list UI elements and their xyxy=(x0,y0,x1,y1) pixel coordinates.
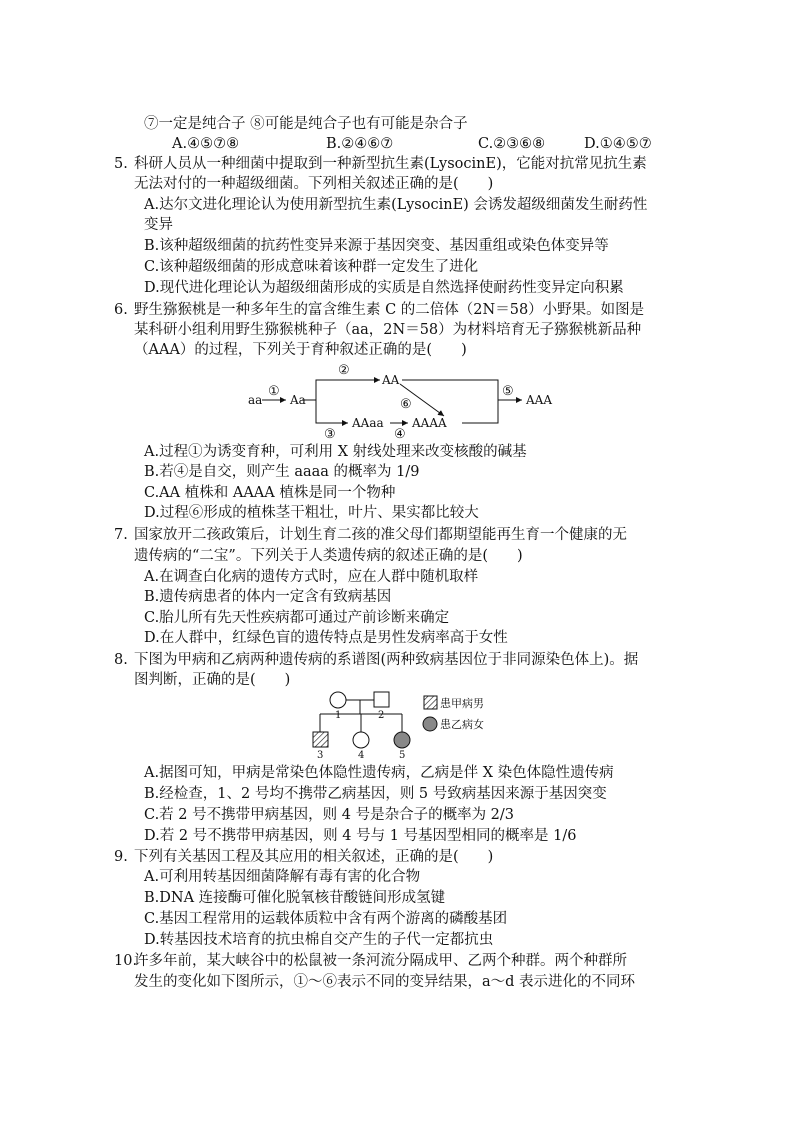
step-2-label: ② xyxy=(338,363,350,378)
arrow-2 xyxy=(302,380,380,400)
step-3-label: ③ xyxy=(324,427,336,440)
genotype-AAA: AAA xyxy=(526,393,552,407)
q9-number: 9. xyxy=(114,849,128,865)
q7-option-d: D.在人群中，红绿色盲的遗传特点是男性发病率高于女性 xyxy=(144,630,508,646)
label-4: 4 xyxy=(358,750,365,758)
legend-gray-circle xyxy=(423,717,437,731)
legend-female-label: 患乙病女 xyxy=(440,718,484,731)
q4-option-b: B.②④⑥⑦ xyxy=(326,136,394,152)
q6-option-d: D.过程⑥形成的植株茎干粗壮，叶片、果实都比较大 xyxy=(144,505,479,521)
q7-option-c: C.胎儿所有先天性疾病都可通过产前诊断来确定 xyxy=(144,610,450,626)
q7-stem-2: 遗传病的“二宝”。下列关于人类遗传病的叙述正确的是( ) xyxy=(134,548,523,564)
q10-stem-1: 许多年前，某大峡谷中的松鼠被一条河流分隔成甲、乙两个种群。两个种群所 xyxy=(134,953,627,969)
q9-option-a: A.可利用转基因细菌降解有毒有害的化合物 xyxy=(144,869,421,885)
q4-option-d: D.①④⑤⑦ xyxy=(584,136,652,152)
legend-hatched-square xyxy=(424,696,437,709)
q7-number: 7. xyxy=(114,527,128,543)
legend-male-label: 患甲病男 xyxy=(440,697,484,710)
individual-2-male xyxy=(374,692,389,707)
q6-stem-1: 野生猕猴桃是一种多年生的富含维生素 C 的二倍体（2N＝58）小野果。如图是 xyxy=(134,302,645,318)
step-4-label: ④ xyxy=(394,427,406,440)
breeding-flow-diagram xyxy=(240,360,560,440)
genotype-AA: AA xyxy=(382,373,400,387)
q4-option-a: A.④⑤⑦⑧ xyxy=(172,136,240,152)
q6-option-c: C.AA 植株和 AAAA 植株是同一个物种 xyxy=(144,485,396,501)
q5-option-d: D.现代进化理论认为超级细菌形成的实质是自然选择使耐药性变异定向积累 xyxy=(144,280,624,296)
arrow-3 xyxy=(316,400,348,423)
q7-option-a: A.在调查白化病的遗传方式时，应在人群中随机取样 xyxy=(144,569,479,585)
q8-option-b: B.经检查，1、2 号均不携带乙病基因，则 5 号致病基因来源于基因突变 xyxy=(144,786,607,802)
genotype-Aa: Aa xyxy=(290,393,306,407)
q5-stem-2: 无法对付的一种超级细菌。下列相关叙述正确的是( ) xyxy=(134,176,494,192)
q6-option-b: B.若④是自交，则产生 aaaa 的概率为 1/9 xyxy=(144,464,420,480)
q6-stem-2: 某科研小组利用野生猕猴桃种子（aa，2N＝58）为材料培育无子猕猴桃新品种 xyxy=(134,322,642,338)
q8-option-c: C.若 2 号不携带甲病基因，则 4 号是杂合子的概率为 2/3 xyxy=(144,807,515,823)
q7-option-b: B.遗传病患者的体内一定含有致病基因 xyxy=(144,589,392,605)
q9-option-b: B.DNA 连接酶可催化脱氧核苷酸链间形成氢键 xyxy=(144,890,446,906)
individual-3-affected-male xyxy=(313,732,328,747)
label-3: 3 xyxy=(317,750,324,758)
q10-number: 10. xyxy=(114,953,138,969)
q5-option-a-cont: 变异 xyxy=(144,217,173,233)
q5-stem-1: 科研人员从一种细菌中提取到一种新型抗生素(LysocinE)，它能对抗常见抗生素 xyxy=(134,156,647,172)
label-2: 2 xyxy=(378,710,385,721)
genotype-AAaa: AAaa xyxy=(352,416,384,430)
q9-option-c: C.基因工程常用的运载体质粒中含有两个游离的磷酸基团 xyxy=(144,911,508,927)
step-1-label: ① xyxy=(268,384,280,399)
q10-stem-2: 发生的变化如下图所示，①～⑥表示不同的变异结果，a～d 表示进化的不同环 xyxy=(134,974,636,990)
genotype-AAAA: AAAA xyxy=(412,416,447,430)
label-1: 1 xyxy=(335,710,342,721)
q5-option-c: C.该种超级细菌的形成意味着该种群一定发生了进化 xyxy=(144,259,479,275)
q4-option-line: ⑦一定是纯合子 ⑧可能是纯合子也有可能是杂合子 xyxy=(144,116,468,132)
q9-stem-1: 下列有关基因工程及其应用的相关叙述，正确的是( ) xyxy=(134,849,494,865)
q4-option-c: C.②③⑥⑧ xyxy=(478,136,546,152)
q6-number: 6. xyxy=(114,302,128,318)
q9-option-d: D.转基因技术培育的抗虫棉自交产生的子代一定都抗虫 xyxy=(144,932,494,948)
q5-option-b: B.该种超级细菌的抗药性变异来源于基因突变、基因重组或染色体变异等 xyxy=(144,238,609,254)
q8-stem-2: 图判断，正确的是( ) xyxy=(134,672,291,688)
q8-option-a: A.据图可知，甲病是常染色体隐性遗传病，乙病是伴 X 染色体隐性遗传病 xyxy=(144,765,614,781)
q6-option-a: A.过程①为诱变育种，可利用 X 射线处理来改变核酸的碱基 xyxy=(144,444,527,460)
individual-1-female xyxy=(330,692,346,708)
genotype-aa: aa xyxy=(248,393,263,407)
q8-option-d: D.若 2 号不携带甲病基因，则 4 号与 1 号基因型相同的概率是 1/6 xyxy=(144,828,577,844)
q5-number: 5. xyxy=(114,156,128,172)
q6-stem-3: （AAA）的过程，下列关于育种叙述正确的是( ) xyxy=(134,342,467,358)
q8-number: 8. xyxy=(114,652,128,668)
label-5: 5 xyxy=(399,750,406,758)
individual-5-affected-female xyxy=(394,732,410,748)
step-5-label: ⑤ xyxy=(502,384,514,399)
q8-stem-1: 下图为甲病和乙病两种遗传病的系谱图(两种致病基因位于非同源染色体上)。据 xyxy=(134,652,639,668)
individual-4-female xyxy=(353,732,369,748)
pedigree-chart xyxy=(300,688,520,758)
step-6-label: ⑥ xyxy=(400,397,412,412)
q5-option-a: A.达尔文进化理论认为使用新型抗生素(LysocinE) 会诱发超级细菌发生耐药性 xyxy=(144,197,648,213)
q7-stem-1: 国家放开二孩政策后，计划生育二孩的准父母们都期望能再生育一个健康的无 xyxy=(134,527,627,543)
